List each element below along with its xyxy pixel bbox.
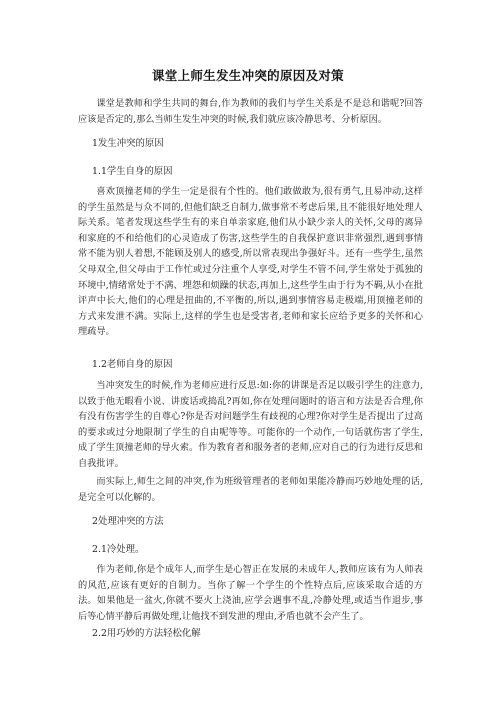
section-2-1-paragraph: 作为老师,你是个成年人,而学生是心智正在发展的未成年人,教师应该有为人师表的风范,应该有更好的自制力。当你了解一个学生的个性特点后,应该采取合适的方法。如果他是一盆火,你就不要火上浇油,应学会遇事不乱,冷静处理,或适当作退步,事后等心情平静后再做处理,让他找不到发泄的理由,矛盾也就不会产生了。 (78, 564, 423, 622)
section-1-1-heading: 1.1学生自身的原因 (92, 166, 173, 177)
section-2-2-heading: 2.2用巧妙的方法轻松化解 (92, 628, 201, 639)
section-1-1-paragraph: 喜欢顶撞老师的学生一定是很有个性的。他们敢做敢为,很有勇气,且易冲动,这样的学生虽然是与众不同的,但他们缺乏自制力,做事常不考虑后果,且不能很好地处理人际关系。笔者发现这些学生有的来自单亲家庭,他们从小缺少亲人的关怀,父母的离异和家庭的不和给他们的心灵造成了伤害,这些学生的自我保护意识非常强烈,遇到事情常不能为别人着想,不能顾及别人的感受,所以常表现出争强好斗。还有一些学生,虽然父母双全,但父母由于工作忙或过分注重个人享受,对学生不管不问,学生常处于孤独的环境中,情绪常处于不满、埋怨和烦躁的状态,再加上,这些学生由于行为不羁,从小在批评声中长大,他们的心理是扭曲的,不平衡的,所以,遇到事情容易走极端,用顶撞老师的方式来发泄不满。实际上,这样的学生也是受害者,老师和家长应给予更多的关怀和心理疏导。 (78, 186, 423, 338)
intro-paragraph: 课堂是教师和学生共同的舞台,作为教师的我们与学生关系是不是总和谐呢?回答应该是否定的,那么当师生发生冲突的时候,我们就应该冷静思考、分析原因。 (78, 98, 423, 125)
section-1-2-paragraph-2: 而实际上,师生之间的冲突,作为班级管理者的老师如果能冷静而巧妙地处理的话,是完全可以化解的。 (78, 476, 423, 503)
section-2-1-heading: 2.1冷处理。 (92, 544, 145, 555)
section-1-heading: 1发生冲突的原因 (92, 138, 164, 149)
section-1-2-heading: 1.2老师自身的原因 (92, 359, 173, 370)
section-2-heading: 2处理冲突的方法 (92, 516, 164, 527)
document-title: 课堂上师生发生冲突的原因及对策 (151, 68, 344, 83)
section-1-2-paragraph-1: 当冲突发生的时候,作为老师应进行反思:如:你的讲课是否足以吸引学生的注意力,以致于他无暇看小说、讲废话或捣乱?再如,你在处理问题时的语言和方法是否合理,你有没有伤害学生的自尊心?你是否对问题学生有歧视的心理?你对学生是否提出了过高的要求或过分地限制了学生的自由呢等等。可能你的一个动作,一句话就伤害了学生,成了学生顶撞老师的导火索。作为教育者和服务者的老师,应对自己的行为进行反思和自我批评。 (78, 380, 423, 469)
